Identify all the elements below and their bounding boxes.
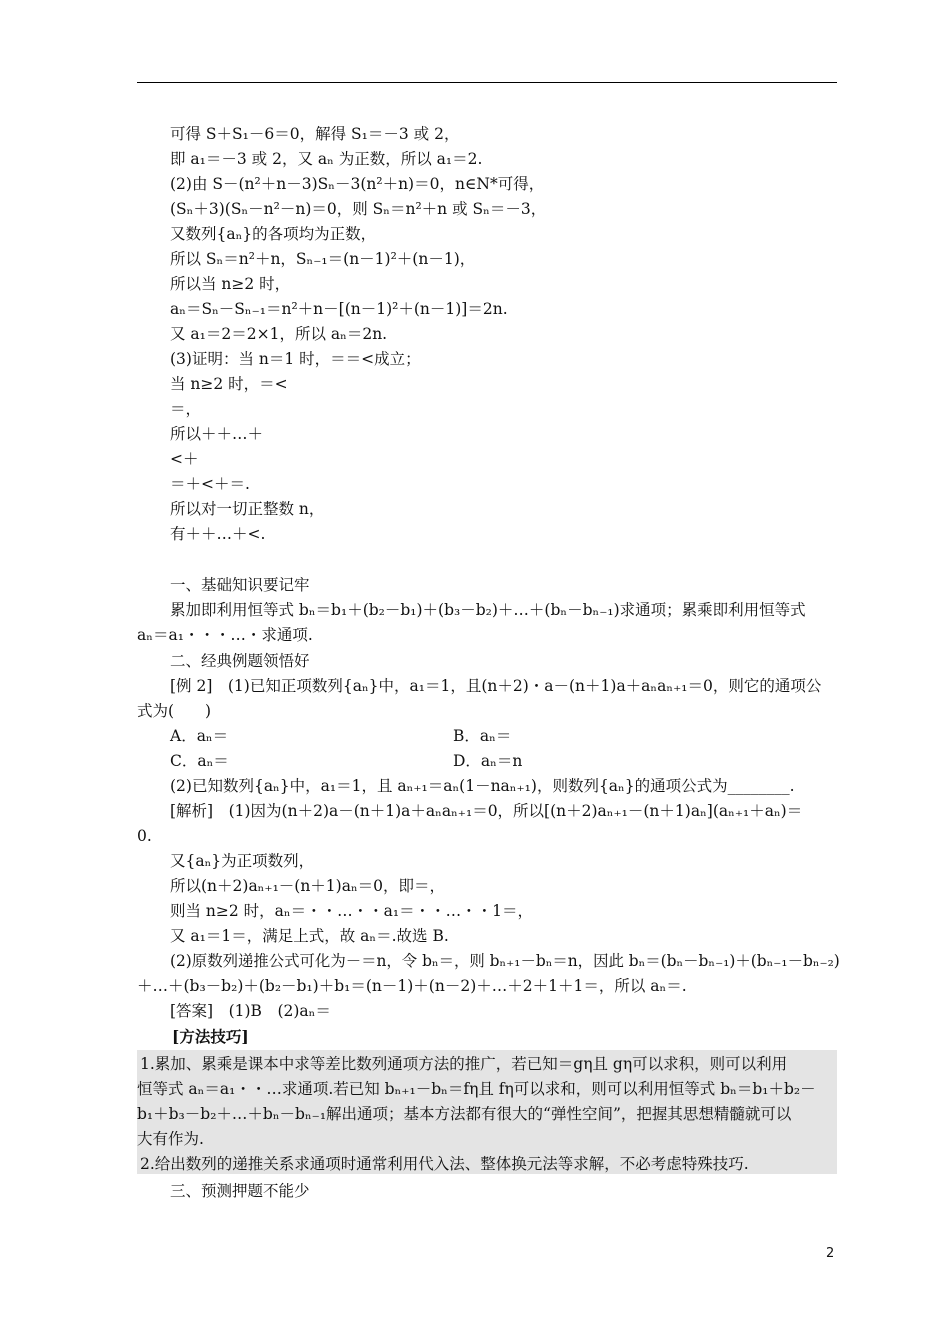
proof-line: ＝＋<＋＝. xyxy=(170,475,250,493)
proof-line: ＝， xyxy=(170,400,202,418)
analysis-line: (2)原数列递推公式可化为－＝n，令 bₙ＝，则 bₙ₊₁－bₙ＝n，因此 bₙ＝(bₙ－bₙ₋₁)＋(bₙ₋₁－bₙ₋₂) xyxy=(170,952,840,970)
method-tip-line: b₁＋b₃－b₂＋…＋bₙ－bₙ₋₁解出通项；基本方法都有很大的“弹性空间”，把握其思想精髓就可以 xyxy=(137,1105,792,1123)
proof-line: 即 a₁＝－3 或 2，又 aₙ 为正数，所以 a₁＝2. xyxy=(170,150,483,168)
analysis-line: 0. xyxy=(137,827,152,845)
proof-line: (Sₙ＋3)(Sₙ－n²－n)＝0，则 Sₙ＝n²＋n 或 Sₙ＝－3， xyxy=(170,200,547,218)
header-rule xyxy=(137,82,837,83)
proof-line: 又 a₁＝2＝2×1，所以 aₙ＝2n. xyxy=(170,325,388,343)
method-tip-line: 1.累加、累乘是课本中求等差比数列通项方法的推广，若已知＝gη且 gη可以求积，则可以利用 xyxy=(140,1055,788,1073)
proof-line: <＋ xyxy=(170,450,199,468)
proof-line: 又数列{aₙ}的各项均为正数， xyxy=(170,225,377,243)
analysis-line: [解析] (1)因为(n＋2)a－(n＋1)a＋aₙaₙ₊₁＝0，所以[(n＋2)aₙ₊₁－(n＋1)aₙ](aₙ₊₁＋aₙ)＝ xyxy=(170,802,803,820)
body-line: 累加即利用恒等式 bₙ＝b₁＋(b₂－b₁)＋(b₃－b₂)＋…＋(bₙ－bₙ₋₁)求通项；累乘即利用恒等式 xyxy=(170,601,806,619)
example-line: (2)已知数列{aₙ}中，a₁＝1，且 aₙ₊₁＝aₙ(1－naₙ₊₁)，则数列{aₙ}的通项公式为________. xyxy=(170,777,795,795)
section-heading: 二、经典例题领悟好 xyxy=(170,652,310,670)
option-a: A．aₙ＝ xyxy=(170,727,229,745)
proof-line: 所以 Sₙ＝n²＋n，Sₙ₋₁＝(n－1)²＋(n－1)， xyxy=(170,250,476,268)
proof-line: 所以当 n≥2 时， xyxy=(170,275,291,293)
analysis-line: ＋…＋(b₃－b₂)＋(b₂－b₁)＋b₁＝(n－1)＋(n－2)＋…＋2＋1＋1＝，所以 aₙ＝. xyxy=(137,977,687,995)
proof-line: (2)由 S－(n²＋n－3)Sₙ－3(n²＋n)＝0，n∈N*可得， xyxy=(170,175,545,193)
method-tip-line: 恒等式 aₙ＝a₁・・…求通项.若已知 bₙ₊₁－bₙ＝fη且 fη可以求和，则可以利用恒等式 bₙ＝b₁＋b₂－ xyxy=(137,1080,816,1098)
analysis-line: 又{aₙ}为正项数列， xyxy=(170,852,315,870)
proof-line: 有＋＋…＋<. xyxy=(170,525,266,543)
section-heading: 一、基础知识要记牢 xyxy=(170,576,310,594)
page-number: 2 xyxy=(826,1246,835,1261)
option-b: B．aₙ＝ xyxy=(453,727,512,745)
method-tip-line: 大有作为. xyxy=(137,1130,204,1148)
analysis-line: 又 a₁＝1＝，满足上式，故 aₙ＝.故选 B. xyxy=(170,927,449,945)
method-title: [方法技巧] xyxy=(172,1027,249,1046)
answer-line: [答案] (1)B (2)aₙ＝ xyxy=(170,1002,331,1020)
proof-line: 当 n≥2 时，＝< xyxy=(170,375,288,393)
body-line: aₙ＝a₁・・・…・求通项. xyxy=(137,626,313,644)
section-heading: 三、预测押题不能少 xyxy=(170,1182,310,1200)
analysis-line: 则当 n≥2 时，aₙ＝・・…・・a₁＝・・…・・1＝， xyxy=(170,902,533,920)
example-line: 式为( ) xyxy=(137,702,212,720)
proof-line: aₙ＝Sₙ－Sₙ₋₁＝n²＋n－[(n－1)²＋(n－1)]＝2n. xyxy=(170,300,508,318)
proof-line: 所以对一切正整数 n， xyxy=(170,500,325,518)
option-d: D．aₙ＝n xyxy=(453,752,523,770)
proof-line: 所以＋＋…＋ xyxy=(170,425,264,443)
proof-line: (3)证明：当 n＝1 时，＝＝<成立； xyxy=(170,350,421,368)
option-c: C．aₙ＝ xyxy=(170,752,229,770)
method-tip-line: 2.给出数列的递推关系求通项时通常利用代入法、整体换元法等求解，不必考虑特殊技巧. xyxy=(140,1155,749,1173)
proof-line: 可得 S＋S₁－6＝0，解得 S₁＝－3 或 2， xyxy=(170,125,460,143)
analysis-line: 所以(n＋2)aₙ₊₁－(n＋1)aₙ＝0，即＝， xyxy=(170,877,446,895)
example-line: [例 2] (1)已知正项数列{aₙ}中，a₁＝1，且(n＋2)・a－(n＋1)a＋aₙaₙ₊₁＝0，则它的通项公 xyxy=(170,677,822,695)
